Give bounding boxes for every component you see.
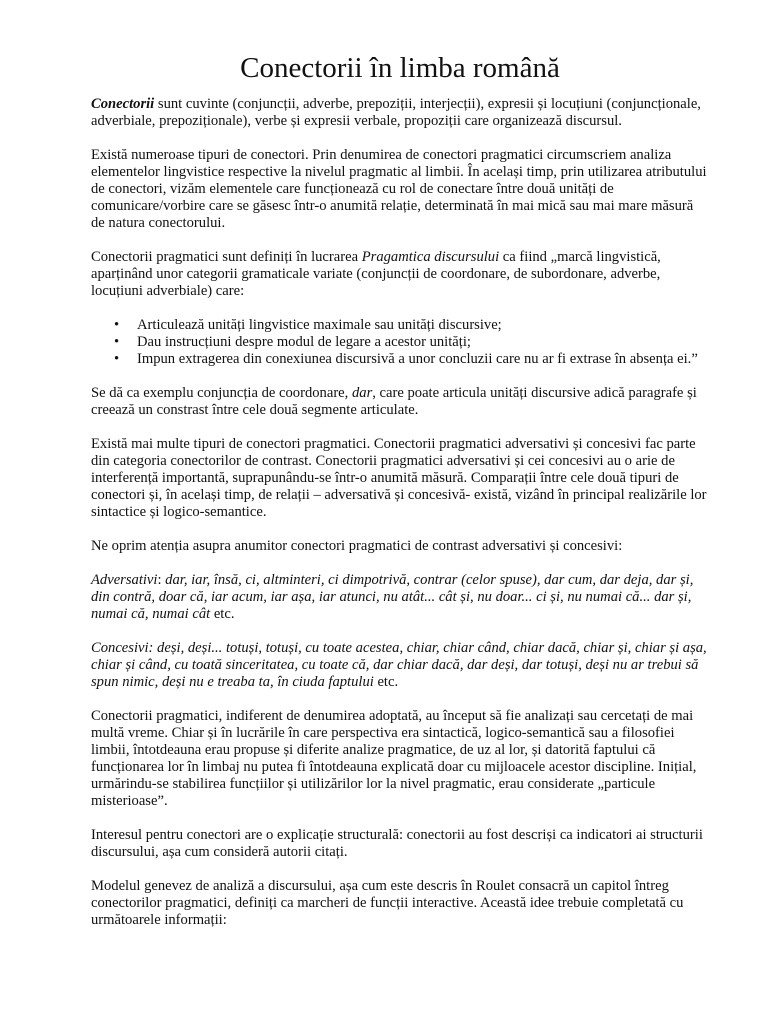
concesivi-list: Concesivi: deși, deși... totuși, totuși, cu toate acestea, chiar, chiar când, chiar dacă, chiar și, chiar și așa, chiar și când, cu toată sinceritatea, cu toate că, dar chiar dacă, dar deși, dar totuși, deși nu ar trebui să spun nimic, deși nu e treaba ta, în ciuda faptului: [91, 640, 707, 690]
definition-text: sunt cuvinte (conjuncții, adverbe, prepoziții, interjecții), expresii și locuțiuni (conjuncționale, adverbiale, prepoziționale), verbe și expresii verbale, propoziții care organizează discursul.: [91, 96, 701, 129]
adversativi-list: dar, iar, însă, ci, altminteri, ci dimpotrivă, contrar (celor spuse), dar cum, dar deja, dar și, din contră, doar că, iar acum, iar așa, iar atunci, nu atât... cât și, nu doar... ci și, nu numai că... dar și, numai că, numai cât: [91, 572, 694, 622]
book-title: Pragamtica discursului: [361, 249, 500, 265]
paragraph-example: [91, 385, 709, 419]
paragraph-geneva-model: Modelul genevez de analiză a discursului, așa cum este descris în Roulet consacră un capitol întreg conectorilor pragmatici, definiți ca marcheri de funcții interactive. Această idee trebuie completată cu următoarele informații:: [91, 878, 684, 928]
document-title: Conectorii în limba română: [240, 52, 560, 84]
bullet-icon: •: [114, 334, 120, 350]
adversativi-label: Adversativi: [91, 572, 158, 588]
paragraph-contrast-types: Există mai multe tipuri de conectori pragmatici. Conectorii pragmatici adversativi și concesivi fac parte din categoria conectorilor de contrast. Conectorii pragmatici adversativi și cei concesivi au o arie de interferență importantă, suprapunându-se într-o anumită măsură. Comparații între cele două tipuri de conectori și, în același timp, de relații – adversativă și concesivă- există, vizând în principal realizările lor sintactice și logico-semantice.: [91, 436, 707, 520]
bullet-list: [91, 317, 709, 368]
document-page: [91, 50, 709, 946]
paragraph-concesivi: [91, 640, 709, 691]
term-conectorii: Conectorii: [91, 96, 155, 112]
text-segment: Se dă ca exemplu conjuncția de coordonare,: [91, 385, 352, 401]
text-segment: etc.: [210, 606, 235, 622]
text-segment: ca fiind „marcă lingvistică, aparținând unor categorii gramaticale variate (conjuncții de coordonare, de subordonare, adverbe, locuțiuni adverbiale) care:: [91, 249, 661, 299]
list-item: [114, 317, 709, 334]
list-item-text: Dau instrucțiuni despre modul de legare a acestor unități;: [137, 334, 471, 350]
text-segment: :: [157, 572, 166, 588]
text-segment: , care poate articula unități discursive adică paragrafe și creează un constrast între cele două segmente articulate.: [91, 385, 697, 418]
paragraph-history: Conectorii pragmatici, indiferent de denumirea adoptată, au început să fie analizați sau cercetați de mai multă vreme. Chiar și în lucrările în care perspectiva era sintactică, logico-semantică sau a filosofiei limbii, întotdeauna erau propuse și diferite analize pragmatice, de uz al lor, și datorită faptului că funcționarea lor în limbaj nu putea fi întotdeauna explicată doar cu mijloacele acestor discipline. Inițial, urmărindu-se stabilirea funcțiilor și utilizărilor lor la nivel pragmatic, erau considerate „particule misterioase”.: [91, 708, 697, 809]
example-word: dar: [351, 385, 373, 401]
bullet-icon: •: [114, 317, 120, 333]
list-item-text: Articulează unități lingvistice maximale sau unități discursive;: [137, 317, 502, 333]
paragraph-focus: Ne oprim atenția asupra anumitor conectori pragmatici de contrast adversativi și concesivi:: [91, 538, 623, 554]
text-segment: etc.: [373, 674, 399, 690]
paragraph-adversativi: [91, 572, 709, 623]
paragraph-types: Există numeroase tipuri de conectori. Prin denumirea de conectori pragmatici circumscriem analiza elementelor lingvistice respective la nivelul pragmatic al limbii. În același timp, prin utilizarea atributului de conectori, vizăm elementele care funcționează cu rol de conectare între două unități de comunicare/vorbire care se găsesc într-o anumită relație, determinată în mai mică sau mai mare măsură de natura conectorului.: [91, 147, 707, 231]
text-segment: Conectorii pragmatici sunt definiți în lucrarea: [91, 249, 362, 265]
paragraph-pragmatic-definition: [91, 249, 709, 300]
paragraph-interest: Interesul pentru conectori are o explicație structurală: conectorii au fost descriși ca indicatori ai structurii discursului, așa cum consideră autorii citați.: [91, 827, 703, 860]
list-item-text: Impun extragerea din conexiunea discursivă a unor concluzii care nu ar fi extrase în absența ei.”: [137, 351, 698, 367]
list-item: [114, 351, 709, 368]
paragraph-definition: [91, 96, 709, 130]
list-item: [114, 334, 709, 351]
bullet-icon: •: [114, 351, 120, 367]
